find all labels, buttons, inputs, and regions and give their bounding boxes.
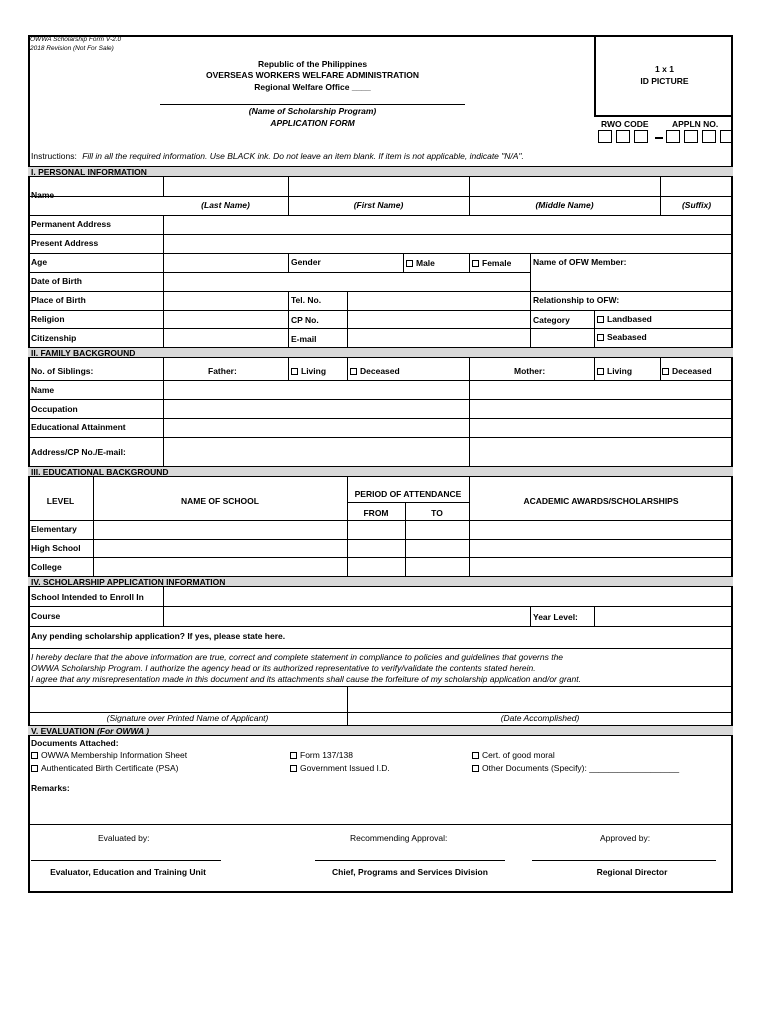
parent-address-label: Address/CP No./E-mail: <box>31 447 126 457</box>
doc-form137-label: Form 137/138 <box>300 750 353 760</box>
age-input[interactable] <box>164 254 287 271</box>
siblings-label: No. of Siblings: <box>31 366 94 376</box>
director-title: Regional Director <box>596 867 668 877</box>
chief-signature-line[interactable] <box>315 860 505 861</box>
section-scholarship: IV. SCHOLARSHIP APPLICATION INFORMATION <box>28 576 733 587</box>
male-label: Male <box>416 258 435 268</box>
for-owwa-label: (For OWWA ) <box>96 726 150 736</box>
rule <box>530 253 531 347</box>
gender-label: Gender <box>291 257 321 267</box>
tel-label: Tel. No. <box>291 295 322 305</box>
rule <box>28 380 733 381</box>
doc-good-moral-label: Cert. of good moral <box>482 750 555 760</box>
middle-name-input[interactable] <box>470 178 659 195</box>
rule <box>469 477 470 576</box>
chief-title: Chief, Programs and Services Division <box>332 867 488 877</box>
parent-occupation-label: Occupation <box>31 404 78 414</box>
pob-label: Place of Birth <box>31 295 86 305</box>
rule <box>28 648 733 649</box>
dob-label: Date of Birth <box>31 276 82 286</box>
appln-no-label: APPLN NO. <box>672 119 719 129</box>
cp-label: CP No. <box>291 315 319 325</box>
living-label: Living <box>301 366 327 376</box>
seabased-checkbox[interactable] <box>597 332 647 343</box>
elementary-label: Elementary <box>31 524 77 534</box>
checkbox-icon <box>290 765 297 772</box>
section-education: III. EDUCATIONAL BACKGROUND <box>28 466 733 477</box>
high-school-label: High School <box>31 543 81 553</box>
female-label: Female <box>482 258 512 268</box>
rule <box>163 358 164 466</box>
evaluation-title: V. EVALUATION <box>31 726 97 736</box>
form-title: APPLICATION FORM <box>270 118 355 128</box>
declaration-line-2: OWWA Scholarship Program. I authorize the agency head or its authorized representative to verify/validate the contents stated herein. <box>31 663 536 673</box>
id-picture-size: 1 x 1 <box>655 64 674 74</box>
declaration-line-3: I agree that any misrepresentation made in this document and its attachments shall cause the forfeiture of my scholarship application and/or grant. <box>31 674 581 684</box>
regional-office: Regional Welfare Office ____ <box>254 82 371 92</box>
rule <box>28 196 733 197</box>
school-enroll-label: School Intended to Enroll In <box>31 592 144 602</box>
age-label: Age <box>31 257 48 267</box>
checkbox-icon <box>472 765 479 772</box>
instructions-label: Instructions: <box>31 151 77 161</box>
checkbox-icon <box>31 765 38 772</box>
tel-input[interactable] <box>348 292 529 309</box>
remarks-label: Remarks: <box>31 783 70 793</box>
school-enroll-input[interactable] <box>164 588 732 605</box>
ofw-member-label: Name of OFW Member: <box>533 257 627 267</box>
section-personal: I. PERSONAL INFORMATION <box>28 166 733 177</box>
mother-label: Mother: <box>514 366 546 376</box>
program-line[interactable] <box>160 104 465 105</box>
present-address-input[interactable] <box>164 235 732 252</box>
year-level-label: Year Level: <box>533 612 578 622</box>
doc-form137-checkbox[interactable] <box>290 750 353 761</box>
religion-label: Religion <box>31 314 65 324</box>
doc-other-label: Other Documents (Specify): ___________________ <box>482 763 680 773</box>
rule <box>28 626 733 627</box>
seabased-label: Seabased <box>607 332 647 342</box>
instructions-text: Fill in all the required information. Use BLACK ink. Do not leave an item blank. If item is not applicable, indicate "N/A". <box>82 151 524 161</box>
code-dash <box>655 137 663 139</box>
course-label: Course <box>31 611 61 621</box>
evaluator-title: Evaluator, Education and Training Unit <box>50 867 206 877</box>
rule <box>347 358 348 380</box>
permanent-address-label: Permanent Address <box>31 219 111 229</box>
checkbox-icon <box>597 368 604 375</box>
email-label: E-mail <box>291 334 317 344</box>
landbased-label: Landbased <box>607 314 652 324</box>
appln-no-box[interactable] <box>666 130 680 143</box>
rule <box>594 358 595 380</box>
rule <box>469 358 470 466</box>
remarks-input[interactable] <box>75 780 730 820</box>
checkbox-icon <box>472 260 479 267</box>
level-header: LEVEL <box>46 496 75 506</box>
landbased-checkbox[interactable] <box>597 314 652 325</box>
republic: Republic of the Philippines <box>257 59 368 69</box>
checkbox-icon <box>597 316 604 323</box>
section-family: II. FAMILY BACKGROUND <box>28 347 733 358</box>
rule <box>28 437 733 438</box>
to-header: TO <box>431 508 443 518</box>
pending-application-label: Any pending scholarship application? If yes, please state here. <box>31 631 286 641</box>
program-label: (Name of Scholarship Program) <box>248 106 377 116</box>
rule <box>28 557 733 558</box>
rule <box>28 418 733 419</box>
gender-female-checkbox[interactable] <box>472 258 511 269</box>
present-address-label: Present Address <box>31 238 99 248</box>
rule <box>403 253 404 272</box>
id-picture-label: ID PICTURE <box>640 76 689 86</box>
rule <box>28 520 733 521</box>
mother-living-checkbox[interactable] <box>597 366 632 377</box>
form-version: OWWA Scholarship Form V-2.0 <box>30 36 122 43</box>
checkbox-icon <box>290 752 297 759</box>
rule <box>594 310 595 347</box>
declaration-line-1: I hereby declare that the above information are true, correct and complete statement in compliance to policies and guidelines that governs the <box>31 652 564 662</box>
awards-header: ACADEMIC AWARDS/SCHOLARSHIPS <box>523 496 679 506</box>
rule <box>530 606 531 626</box>
cp-input[interactable] <box>348 311 529 327</box>
parent-name-label: Name <box>31 385 55 395</box>
form-revision: 2018 Revision (Not For Sale) <box>30 45 114 52</box>
from-header: FROM <box>363 508 389 518</box>
rule <box>28 539 733 540</box>
permanent-address-input[interactable] <box>164 216 732 233</box>
living-label: Living <box>607 366 633 376</box>
doc-other-checkbox[interactable] <box>472 763 679 774</box>
first-name-caption: (First Name) <box>353 200 404 210</box>
doc-birth-cert-checkbox[interactable] <box>31 763 178 774</box>
name-label: Name <box>31 190 55 200</box>
checkbox-icon <box>597 334 604 341</box>
evaluated-by-label: Evaluated by: <box>98 833 150 843</box>
recommending-approval-label: Recommending Approval: <box>350 833 448 843</box>
agency-name: OVERSEAS WORKERS WELFARE ADMINISTRATION <box>206 70 419 80</box>
college-label: College <box>31 562 62 572</box>
school-header: NAME OF SCHOOL <box>181 496 259 506</box>
rule <box>28 824 733 825</box>
appln-no-box[interactable] <box>720 130 732 143</box>
last-name-caption: (Last Name) <box>201 200 250 210</box>
approved-by-label: Approved by: <box>600 833 651 843</box>
instructions <box>31 151 524 162</box>
course-input[interactable] <box>164 607 529 625</box>
suffix-input[interactable] <box>661 178 732 195</box>
deceased-label: Deceased <box>360 366 400 376</box>
father-living-checkbox[interactable] <box>291 366 326 377</box>
appln-no-box[interactable] <box>684 130 698 143</box>
period-header: PERIOD OF ATTENDANCE <box>354 489 462 499</box>
rule <box>288 358 289 380</box>
evaluator-signature-line[interactable] <box>31 860 221 861</box>
email-input[interactable] <box>348 329 529 346</box>
doc-membership-checkbox[interactable] <box>31 750 187 761</box>
category-label: Category <box>533 315 570 325</box>
date-accomplished-input[interactable] <box>348 687 732 711</box>
rwo-code-box[interactable] <box>598 130 612 143</box>
rule <box>347 502 469 503</box>
citizenship-label: Citizenship <box>31 333 77 343</box>
doc-birth-cert-label: Authenticated Birth Certificate (PSA) <box>41 763 179 773</box>
checkbox-icon <box>662 368 669 375</box>
rule <box>660 358 661 380</box>
checkbox-icon <box>472 752 479 759</box>
suffix-caption: (Suffix) <box>681 200 712 210</box>
doc-membership-label: OWWA Membership Information Sheet <box>41 750 188 760</box>
doc-good-moral-checkbox[interactable] <box>472 750 555 761</box>
checkbox-icon <box>350 368 357 375</box>
father-label: Father: <box>208 366 237 376</box>
rule <box>28 399 733 400</box>
director-signature-line[interactable] <box>532 860 716 861</box>
documents-attached-label: Documents Attached: <box>31 738 119 748</box>
middle-name-caption: (Middle Name) <box>535 200 594 210</box>
signature-caption: (Signature over Printed Name of Applicant) <box>106 713 269 723</box>
mother-deceased-checkbox[interactable] <box>662 366 712 377</box>
doc-gov-id-checkbox[interactable] <box>290 763 390 774</box>
date-caption: (Date Accomplished) <box>500 713 580 723</box>
checkbox-icon <box>31 752 38 759</box>
year-level-input[interactable] <box>595 607 732 625</box>
relationship-label: Relationship to OFW: <box>533 295 620 305</box>
rule <box>93 477 94 576</box>
rwo-code-label: RWO CODE <box>601 119 649 129</box>
gender-male-checkbox[interactable] <box>406 258 435 269</box>
last-name-input[interactable] <box>164 178 287 195</box>
deceased-label: Deceased <box>672 366 712 376</box>
signature-input[interactable] <box>29 687 346 711</box>
rwo-code-box[interactable] <box>634 130 648 143</box>
rule <box>28 253 733 254</box>
checkbox-icon <box>291 368 298 375</box>
doc-gov-id-label: Government Issued I.D. <box>300 763 390 773</box>
father-deceased-checkbox[interactable] <box>350 366 400 377</box>
dob-input[interactable] <box>164 273 529 290</box>
rule <box>288 291 289 347</box>
checkbox-icon <box>406 260 413 267</box>
appln-no-box[interactable] <box>702 130 716 143</box>
rule <box>530 291 733 292</box>
parent-education-label: Educational Attainment <box>31 422 126 432</box>
rwo-code-box[interactable] <box>616 130 630 143</box>
rule <box>288 253 289 272</box>
first-name-input[interactable] <box>289 178 468 195</box>
section-evaluation <box>28 725 733 736</box>
rule <box>469 253 470 272</box>
